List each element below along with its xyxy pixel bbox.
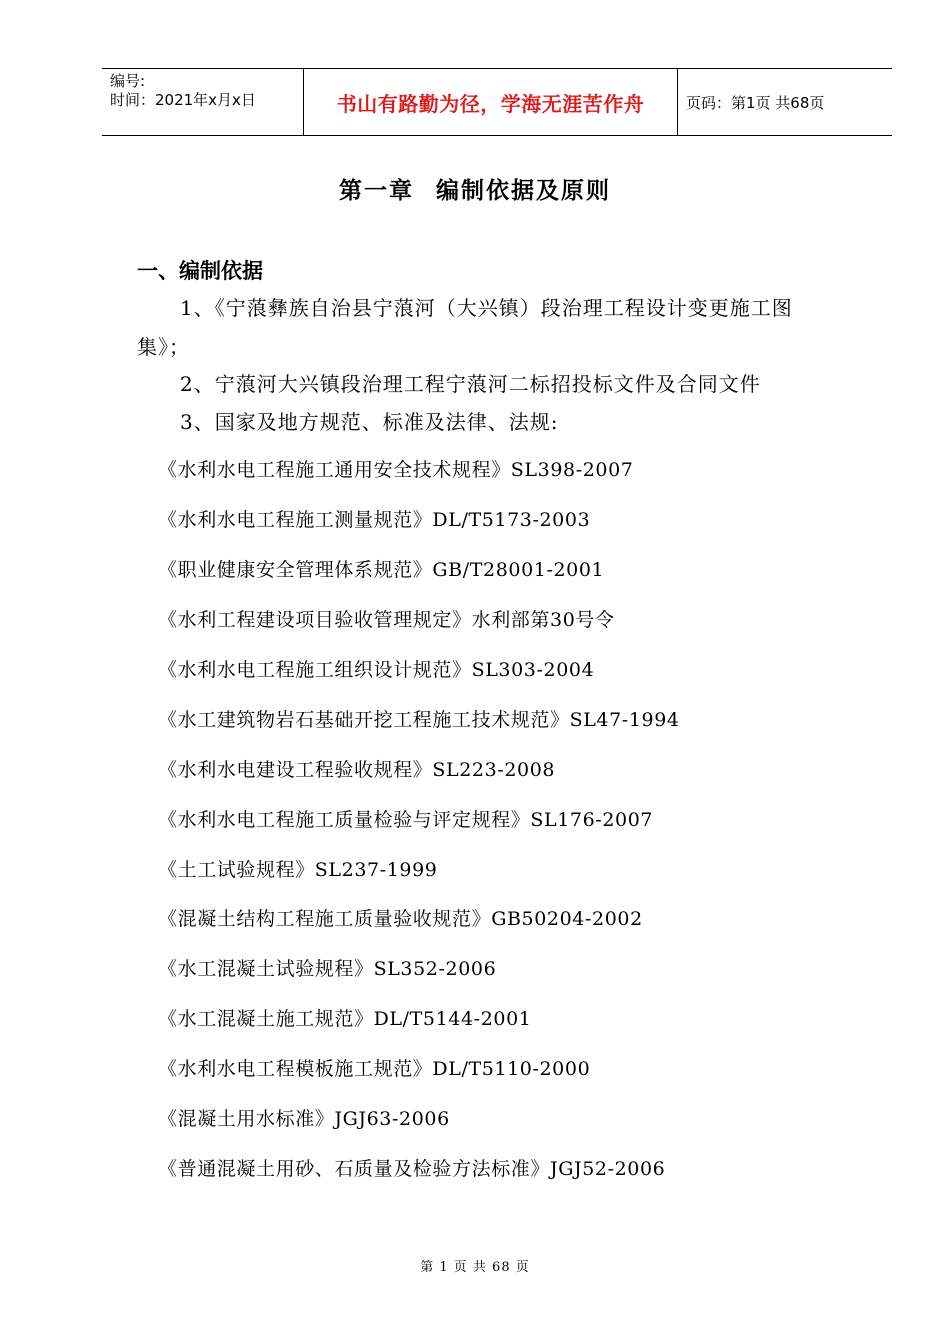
header-middle-cell [304, 69, 678, 135]
standard-item: 《水利工程建设项目验收管理规定》水利部第30号令 [158, 609, 615, 631]
basis-item-3: 3、国家及地方规范、标准及法律、法规: [180, 410, 559, 434]
chapter-number: 第一章 [339, 178, 414, 204]
time-label: 时间：2021年x月x日 [110, 91, 256, 109]
standard-item: 《水利水电建设工程验收规程》SL223-2008 [158, 759, 556, 781]
standard-item: 《水利水电工程施工质量检验与评定规程》SL176-2007 [158, 809, 654, 831]
standard-item: 《普通混凝土用砂、石质量及检验方法标准》JGJ52-2006 [158, 1158, 666, 1180]
page-footer: 第 1 页 共 68 页 [420, 1260, 530, 1275]
standard-item: 《职业健康安全管理体系规范》GB/T28001-2001 [158, 559, 605, 581]
standard-item: 《水工混凝土试验规程》SL352-2006 [158, 958, 497, 980]
motto: 书山有路勤为径，学海无涯苦作舟 [336, 91, 645, 116]
standard-item: 《水利水电工程施工组织设计规范》SL303-2004 [158, 659, 595, 681]
header-table [102, 68, 892, 136]
standard-item: 《混凝土用水标准》JGJ63-2006 [158, 1108, 450, 1130]
chapter-name: 编制依据及原则 [436, 178, 611, 204]
standard-item: 《土工试验规程》SL237-1999 [158, 859, 438, 881]
chapter-title [0, 172, 950, 205]
basis-item-1-line-1: 1、《宁蒗彝族自治县宁蒗河（大兴镇）段治理工程设计变更施工图 [180, 296, 793, 320]
basis-item-2: 2、宁蒗河大兴镇段治理工程宁蒗河二标招投标文件及合同文件 [180, 372, 761, 396]
section-heading: 一、编制依据 [137, 259, 263, 283]
standard-item: 《水利水电工程施工通用安全技术规程》SL398-2007 [158, 459, 634, 481]
standard-item: 《水工建筑物岩石基础开挖工程施工技术规范》SL47-1994 [158, 709, 680, 731]
standard-item: 《水利水电工程施工测量规范》DL/T5173-2003 [158, 509, 591, 531]
standard-item: 《水利水电工程模板施工规范》DL/T5110-2000 [158, 1058, 591, 1080]
header-left-cell [102, 69, 304, 135]
header-right-cell [678, 69, 892, 135]
standard-item: 《水工混凝土施工规范》DL/T5144-2001 [158, 1008, 532, 1030]
page-code: 页码：第1页 共68页 [686, 93, 825, 112]
basis-item-1-line-2: 集》； [137, 335, 190, 359]
number-label: 编号: [110, 72, 146, 90]
standard-item: 《混凝土结构工程施工质量验收规范》GB50204-2002 [158, 908, 643, 930]
